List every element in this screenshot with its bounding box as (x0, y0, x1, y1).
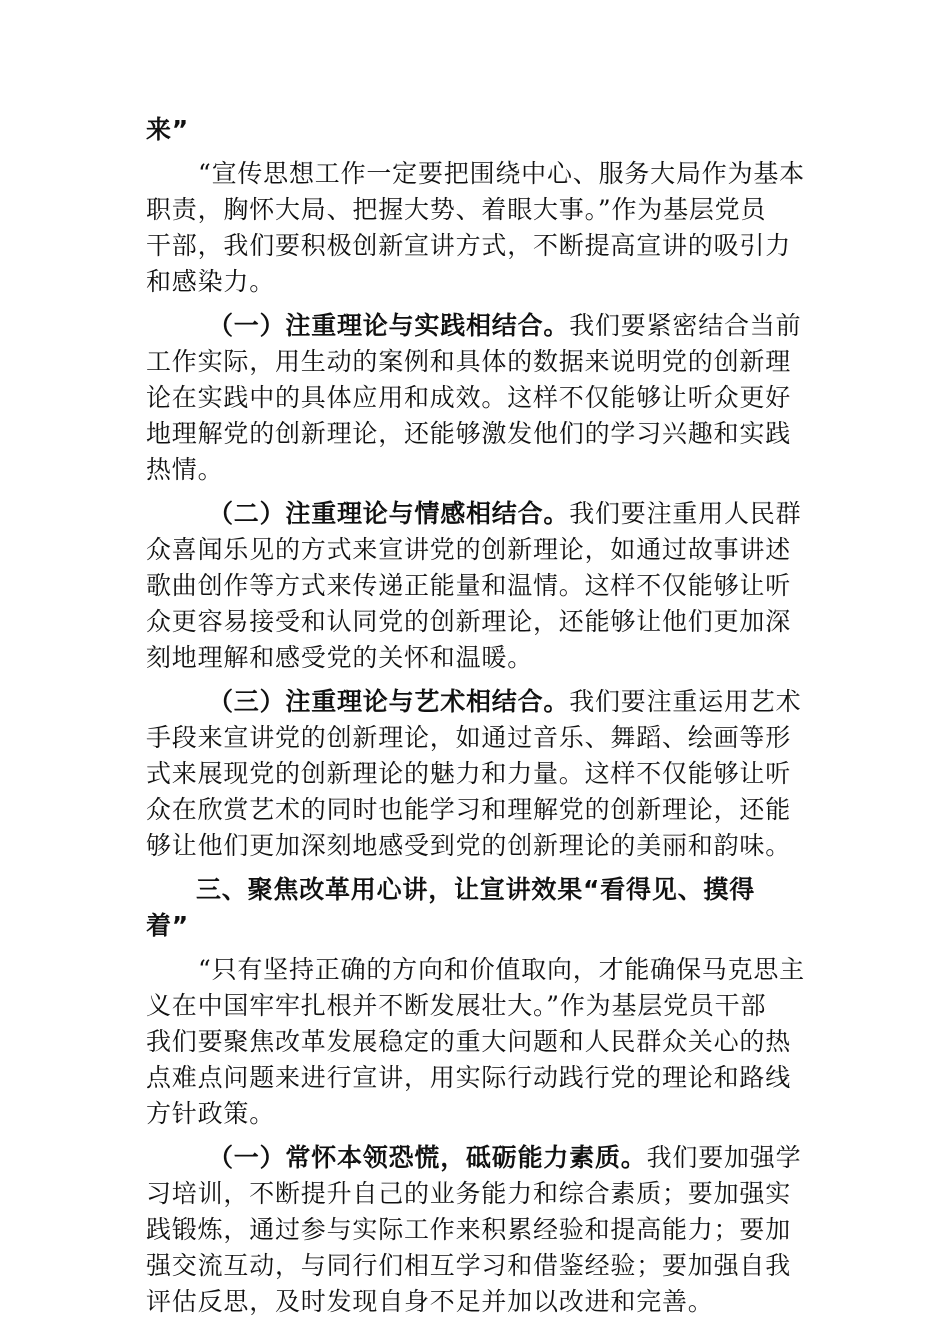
subpoint-art (146, 684, 808, 864)
document-body (146, 112, 808, 1320)
paragraph-line: 手段来宣讲党的创新理论，如通过音乐、舞蹈、绘画等形 (146, 723, 792, 752)
heading-line: 来” (146, 115, 190, 144)
paragraph-line: 论在实践中的具体应用和成效。这样不仅能够让听众更好 (146, 383, 792, 412)
heading-line: 三、聚焦改革用心讲，让宣讲效果“看得见、摸得 (196, 875, 756, 904)
paragraph-line: 式来展现党的创新理论的魅力和力量。这样不仅能够让听 (146, 759, 792, 788)
heading-line: 着” (146, 911, 190, 940)
subpoint-ability (146, 1140, 808, 1320)
paragraph-line: 我们要聚焦改革发展稳定的重大问题和人民群众关心的热 (146, 1027, 792, 1056)
paragraph-line: “宣传思想工作一定要把围绕中心、服务大局作为基本 (198, 159, 805, 188)
paragraph-line: 众更容易接受和认同党的创新理论，还能够让他们更加深 (146, 607, 792, 636)
subpoint-lead: （一）注重理论与实践相结合。 (208, 311, 570, 340)
paragraph-line: 地理解党的创新理论，还能够激发他们的学习兴趣和实践 (146, 419, 792, 448)
subpoint-text: 我们要注重运用艺术 (569, 687, 802, 716)
paragraph-line: 工作实际，用生动的案例和具体的数据来说明党的创新理 (146, 347, 792, 376)
subpoint-text: 我们要紧密结合当前 (569, 311, 802, 340)
subpoint-text: 我们要注重用人民群 (569, 499, 802, 528)
paragraph-line: 践锻炼，通过参与实际工作来积累经验和提高能力；要加 (146, 1215, 792, 1244)
paragraph-reform (146, 952, 808, 1132)
subpoint-lead: （二）注重理论与情感相结合。 (208, 499, 570, 528)
paragraph-line: 够让他们更加深刻地感受到党的创新理论的美丽和韵味。 (146, 831, 792, 860)
subpoint-lead: （三）注重理论与艺术相结合。 (208, 687, 570, 716)
subpoint-emotion (146, 496, 808, 676)
paragraph-intro (146, 156, 808, 300)
paragraph-line: 干部，我们要积极创新宣讲方式，不断提高宣讲的吸引力 (146, 231, 792, 260)
paragraph-line: 评估反思，及时发现自身不足并加以改进和完善。 (146, 1287, 714, 1316)
paragraph-line: “只有坚持正确的方向和价值取向，才能确保马克思主 (198, 955, 805, 984)
subpoint-first-line (146, 1140, 808, 1176)
paragraph-line: 点难点问题来进行宣讲，用实际行动践行党的理论和路线 (146, 1063, 792, 1092)
paragraph-line: 强交流互动，与同行们相互学习和借鉴经验；要加强自我 (146, 1251, 792, 1280)
subpoint-first-line (146, 684, 808, 720)
paragraph-line: 歌曲创作等方式来传递正能量和温情。这样不仅能够让听 (146, 571, 792, 600)
paragraph-line: 方针政策。 (146, 1099, 276, 1128)
paragraph-line: 热情。 (146, 455, 224, 484)
paragraph-line: 义在中国牢牢扎根并不断发展壮大。”作为基层党员干部 (146, 991, 767, 1020)
section-heading (146, 872, 808, 944)
subpoint-lead: （一）常怀本领恐慌，砥砺能力素质。 (208, 1143, 647, 1172)
heading-continuation (146, 112, 808, 148)
paragraph-line: 众喜闻乐见的方式来宣讲党的创新理论，如通过故事讲述 (146, 535, 792, 564)
subpoint-first-line (146, 308, 808, 344)
subpoint-practice (146, 308, 808, 488)
paragraph-line: 和感染力。 (146, 267, 276, 296)
paragraph-line: 刻地理解和感受党的关怀和温暖。 (146, 643, 534, 672)
paragraph-line: 众在欣赏艺术的同时也能学习和理解党的创新理论，还能 (146, 795, 792, 824)
paragraph-line: 职责，胸怀大局、把握大势、着眼大事。”作为基层党员 (146, 195, 767, 224)
paragraph-line: 习培训，不断提升自己的业务能力和综合素质；要加强实 (146, 1179, 792, 1208)
subpoint-text: 我们要加强学 (646, 1143, 802, 1172)
subpoint-first-line (146, 496, 808, 532)
